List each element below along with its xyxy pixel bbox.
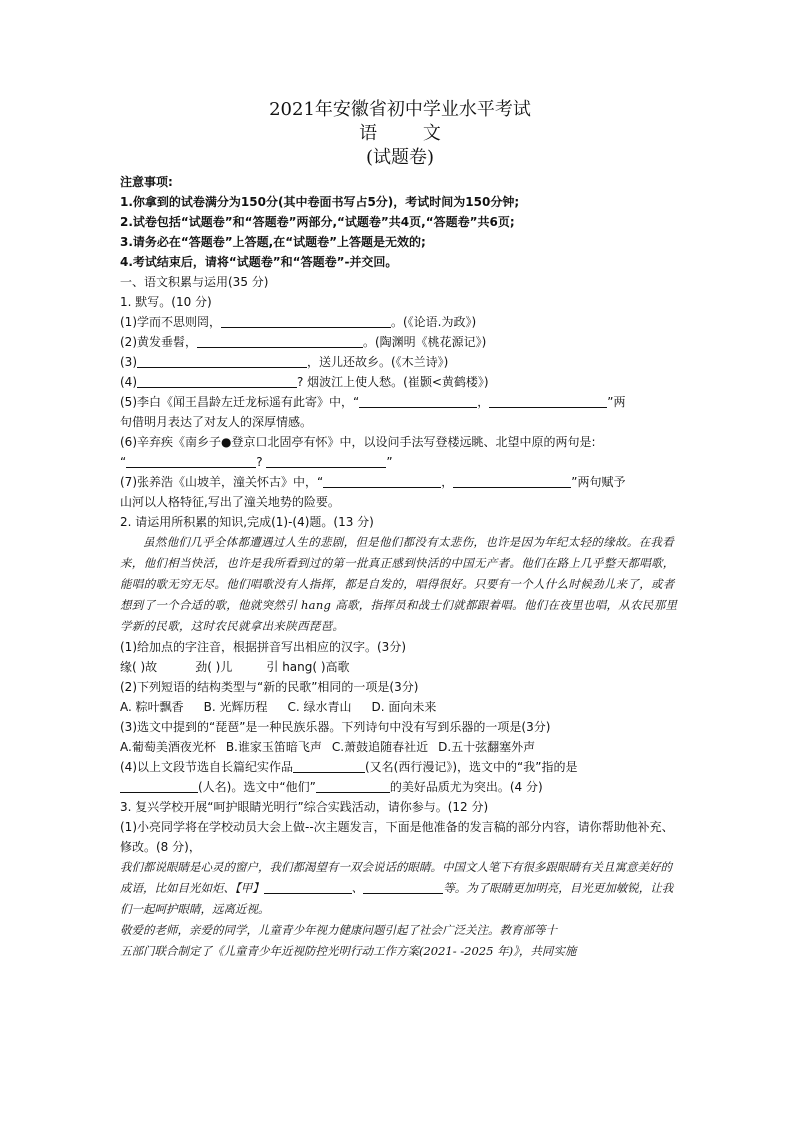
paper-type-title: (试题卷) (365, 147, 435, 168)
q1-line-7 (120, 472, 680, 492)
q1-text: ， (441, 475, 454, 489)
note-item-1: 1.你拿到的试卷满分为150分(其中卷面书写占5分)，考试时间为150分钟; (120, 195, 520, 209)
section-heading: 一、语文积累与运用(35 分) (120, 275, 269, 289)
answer-blank[interactable] (453, 474, 571, 488)
option-b[interactable]: B.谁家玉笛暗飞声 (225, 740, 322, 754)
q1-text: ”两 (607, 395, 626, 409)
q1-line-5 (120, 392, 680, 412)
answer-blank[interactable] (359, 394, 477, 408)
q1-line-5-cont: 句借明月表达了对友人的深厚情感。 (120, 415, 313, 429)
q1-line-2 (120, 332, 680, 352)
answer-blank[interactable] (197, 334, 363, 348)
answer-blank[interactable] (323, 474, 441, 488)
answer-blank[interactable] (266, 454, 386, 468)
subject-title: 语 文 (359, 123, 461, 144)
option-d[interactable]: D.五十弦翻塞外声 (438, 740, 536, 754)
note-item-3: 3.请务必在“答题卷”上答题,在“试题卷”上答题是无效的; (120, 235, 426, 249)
q1-line-6-blanks (120, 452, 680, 472)
q1-text: ”两句赋予 (571, 475, 626, 489)
answer-blank[interactable] (126, 454, 256, 468)
speech-paragraph-2: 敬爱的老师，亲爱的同学，儿童青少年视力健康问题引起了社会广泛关注。教育部等十 (120, 923, 557, 937)
q1-text: (5)李白《闻王昌龄左迁龙标遥有此寄》中，“ (120, 395, 360, 409)
q1-text: 。(陶渊明《桃花源记》) (363, 335, 487, 349)
note-item-4: 4.考试结束后，请将“试题卷”和“答题卷”-并交回。 (120, 255, 398, 269)
q1-text: ，送儿还故乡。(《木兰诗》) (307, 355, 449, 369)
q2-part-2: (2)下列短语的结构类型与“新的民歌”相同的一项是(3分) (120, 680, 419, 694)
q1-text: (7)张养浩《山坡羊，潼关怀古》中，“ (120, 475, 324, 489)
option-d[interactable]: D. 面向未来 (371, 700, 437, 714)
pinyin-item: 引 hang( )高歌 (266, 660, 350, 674)
q1-line-6: (6)辛弃疾《南乡子●登京口北固亭有怀》中，以设问手法写登楼远眺、北望中原的两句是: (120, 435, 596, 449)
speech-paragraph-3: 五部门联合制定了《儿童青少年近视防控光明行动工作方案(2021- -2025 年)》，共同实施 (120, 944, 577, 958)
q1-heading: 1. 默写。(10 分) (120, 295, 212, 309)
option-a[interactable]: A.葡萄美酒夜光杯 (120, 740, 216, 754)
q1-text: ， (477, 395, 490, 409)
q2-part-1: (1)给加点的字注音，根据拼音写出相应的汉字。(3分) (120, 640, 406, 654)
q2-text: (4)以上文段节选自长篇纪实作品 (120, 760, 293, 774)
speech-text: 等。为了眼睛更加明亮，目光更加敏锐，让我们一起呵护眼睛，远离近视。 (120, 881, 674, 916)
answer-blank[interactable] (293, 759, 365, 773)
q1-text: “ (120, 455, 127, 469)
option-c[interactable]: C. 绿水青山 (287, 700, 352, 714)
speech-text: 我们都说眼睛是心灵的窗户，我们都渴望有一双会说话的眼睛。中国文人笔下有很多跟眼睛有关且寓意美好的成语，比如目光如炬、【甲】 (120, 860, 672, 895)
q1-text: (3) (120, 355, 137, 369)
q1-line-4 (120, 372, 680, 392)
q3-heading: 3. 复兴学校开展“呵护眼睛光明行”综合实践活动，请你参与。(12 分) (120, 800, 489, 814)
q2-heading: 2. 请运用所积累的知识,完成(1)-(4)题。(13 分) (120, 515, 374, 529)
speech-text: 、 (351, 881, 364, 895)
notes-heading: 注意事项: (120, 175, 173, 189)
exam-title: 2021年安徽省初中学业水平考试 (269, 99, 531, 120)
pinyin-item: 缘( )故 (120, 660, 158, 674)
q2-part-3: (3)选文中提到的“琵琶”是一种民族乐器。下列诗句中没有写到乐器的一项是(3分) (120, 720, 551, 734)
answer-blank[interactable] (264, 880, 352, 894)
q1-line-1 (120, 312, 680, 332)
q1-text: (1)学而不思则罔， (120, 315, 221, 329)
q1-text: ? 烟波江上使人愁。(崔颢<黄鹤楼》) (297, 375, 489, 389)
option-b[interactable]: B. 光辉历程 (203, 700, 268, 714)
q1-text: (2)黄发垂髫， (120, 335, 197, 349)
q2-text: (又名(西行漫记》)，选文中的“我”指的是 (365, 760, 578, 774)
answer-blank[interactable] (137, 374, 297, 388)
q1-text: ” (386, 455, 393, 469)
q1-line-7-cont: 山河以人格特征,写出了潼关地势的险要。 (120, 495, 340, 509)
q2-part-4-cont (120, 777, 680, 797)
q2-part-4 (120, 757, 680, 777)
answer-blank[interactable] (221, 314, 391, 328)
option-c[interactable]: C.萧鼓追随春社近 (331, 740, 429, 754)
reading-passage: 虽然他们几乎全体都遭遇过人生的悲剧，但是他们都没有太悲伤，也许是因为年纪太轻的缘故。在我看来，他们相当快活，也许是我所看到过的第一批真正感到快活的中国无产者。他们在路上几乎整天都唱歌，能唱的歌无穷无尽。他们唱歌没有人指挥，都是自发的，唱得很好。只要有一个人什么时候劲儿来了，或者想到了一个合适的歌，他就突然引 hang 高歌，指挥员和战士们就都跟着唱。他们在夜里也唱，从农民那里学新的民歌，这时农民就拿出来陕西琵琶。 (120, 535, 678, 633)
q3-part-1: (1)小亮同学将在学校动员大会上做--次主题发言，下面是他准备的发言稿的部分内容，请你帮助他补充、修改。(8 分)， (120, 820, 674, 854)
speech-paragraph-1 (120, 857, 680, 920)
q2-part-2-options (120, 697, 680, 717)
note-item-2: 2.试卷包括“试题卷”和“答题卷”两部分,“试题卷”共4页,“答题卷”共6页; (120, 215, 515, 229)
q1-text: ? (256, 455, 267, 469)
pinyin-item: 劲( )儿 (195, 660, 233, 674)
answer-blank[interactable] (489, 394, 607, 408)
q2-text: (人名)。选文中“他们” (198, 780, 316, 794)
q1-text: 。(《论语.为政》) (391, 315, 477, 329)
answer-blank[interactable] (137, 354, 307, 368)
option-a[interactable]: A. 粽叶飘香 (120, 700, 184, 714)
answer-blank[interactable] (120, 779, 198, 793)
q2-part-1-items (120, 657, 680, 677)
q2-text: 的美好品质尤为突出。(4 分) (389, 780, 543, 794)
exam-page (120, 98, 680, 962)
q1-line-3 (120, 352, 680, 372)
answer-blank[interactable] (316, 779, 390, 793)
q1-text: (4) (120, 375, 137, 389)
answer-blank[interactable] (363, 880, 443, 894)
q2-part-3-options (120, 737, 680, 757)
